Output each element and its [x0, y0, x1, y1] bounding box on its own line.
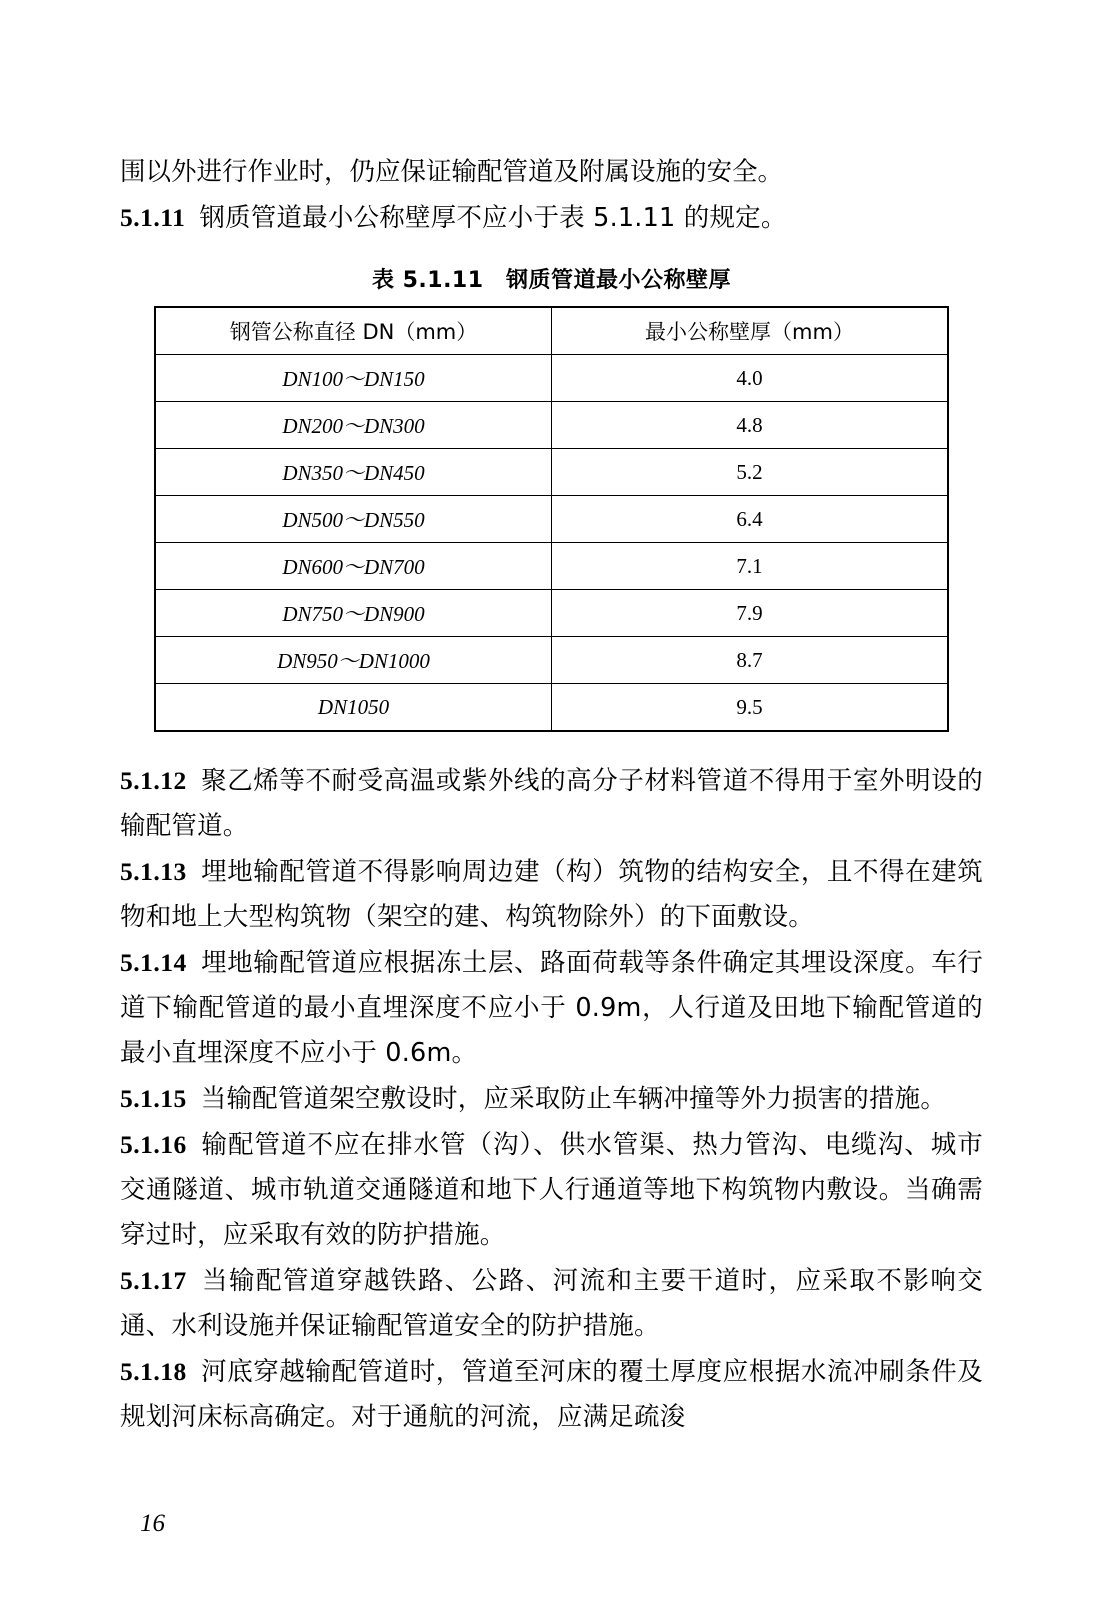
table-row: [155, 684, 948, 732]
table-cell-thickness: 7.1: [552, 543, 949, 590]
table-cell-thickness: 9.5: [552, 684, 949, 732]
clause-number: 5.1.12: [120, 766, 187, 795]
table-cell-diameter: DN500～DN550: [155, 496, 552, 543]
clause-text: 埋地输配管道不得影响周边建（构）筑物的结构安全，且不得在建筑物和地上大型构筑物（架空的建、构筑物除外）的下面敷设。: [120, 857, 983, 932]
table-row: [155, 637, 948, 684]
clause-5-1-12: [120, 758, 983, 849]
table-row: [155, 449, 948, 496]
table-cell-thickness: 4.8: [552, 402, 949, 449]
clause-text: 当输配管道穿越铁路、公路、河流和主要干道时，应采取不影响交通、水利设施并保证输配管道安全的防护措施。: [120, 1266, 983, 1341]
table-row: [155, 543, 948, 590]
table-cell-diameter: DN600～DN700: [155, 543, 552, 590]
clause-text: 钢质管道最小公称壁厚不应小于表 5.1.11 的规定。: [199, 203, 787, 233]
table-cell-diameter: DN200～DN300: [155, 402, 552, 449]
table-cell-thickness: 5.2: [552, 449, 949, 496]
clause-5-1-18: [120, 1349, 983, 1440]
clause-number: 5.1.18: [120, 1357, 187, 1386]
clause-list: [120, 758, 983, 1440]
clause-5-1-14: [120, 940, 983, 1076]
clause-number: 5.1.11: [120, 203, 186, 232]
table-cell-thickness: 8.7: [552, 637, 949, 684]
lead-paragraph: 围以外进行作业时，仍应保证输配管道及附属设施的安全。: [120, 157, 784, 187]
table-block: [120, 263, 983, 732]
table-caption: 表 5.1.11 钢质管道最小公称壁厚: [371, 268, 732, 293]
clause-text: 聚乙烯等不耐受高温或紫外线的高分子材料管道不得用于室外明设的输配管道。: [120, 766, 983, 841]
table-header-row: [155, 307, 948, 355]
table-cell-diameter: DN350～DN450: [155, 449, 552, 496]
clause-5-1-13: [120, 849, 983, 940]
clause-text: 埋地输配管道应根据冻土层、路面荷载等条件确定其埋设深度。车行道下输配管道的最小直埋深度不应小于 0.9m，人行道及田地下输配管道的最小直埋深度不应小于 0.6m。: [120, 948, 983, 1068]
table-row: [155, 590, 948, 637]
clause-number: 5.1.13: [120, 857, 187, 886]
clause-number: 5.1.17: [120, 1266, 187, 1295]
clause-5-1-16: [120, 1122, 983, 1258]
table-cell-diameter: DN100～DN150: [155, 355, 552, 402]
clause-number: 5.1.14: [120, 948, 187, 977]
clause-5-1-11: [120, 195, 983, 241]
table-cell-diameter: DN950～DN1000: [155, 637, 552, 684]
table-cell-diameter: DN750～DN900: [155, 590, 552, 637]
clause-text: 河底穿越输配管道时，管道至河床的覆土厚度应根据水流冲刷条件及规划河床标高确定。对于通航的河流，应满足疏浚: [120, 1357, 983, 1432]
table-row: [155, 496, 948, 543]
table-cell-thickness: 7.9: [552, 590, 949, 637]
clause-number: 5.1.15: [120, 1084, 187, 1113]
table-header-cell-diameter: 钢管公称直径 DN（mm）: [155, 307, 552, 355]
table-cell-thickness: 4.0: [552, 355, 949, 402]
table-header-cell-thickness: 最小公称壁厚（mm）: [552, 307, 949, 355]
page-number: 16: [140, 1510, 165, 1537]
table-cell-thickness: 6.4: [552, 496, 949, 543]
clause-5-1-15: [120, 1076, 983, 1122]
table-row: [155, 355, 948, 402]
clause-text: 输配管道不应在排水管（沟）、供水管渠、热力管沟、电缆沟、城市交通隧道、城市轨道交通隧道和地下人行通道等地下构筑物内敷设。当确需穿过时，应采取有效的防护措施。: [120, 1130, 983, 1250]
clause-5-1-17: [120, 1258, 983, 1349]
table-cell-diameter: DN1050: [155, 684, 552, 732]
steel-pipe-wall-thickness-table: [154, 306, 949, 732]
table-row: [155, 402, 948, 449]
clause-number: 5.1.16: [120, 1130, 187, 1159]
clause-text: 当输配管道架空敷设时，应采取防止车辆冲撞等外力损害的措施。: [200, 1084, 947, 1114]
